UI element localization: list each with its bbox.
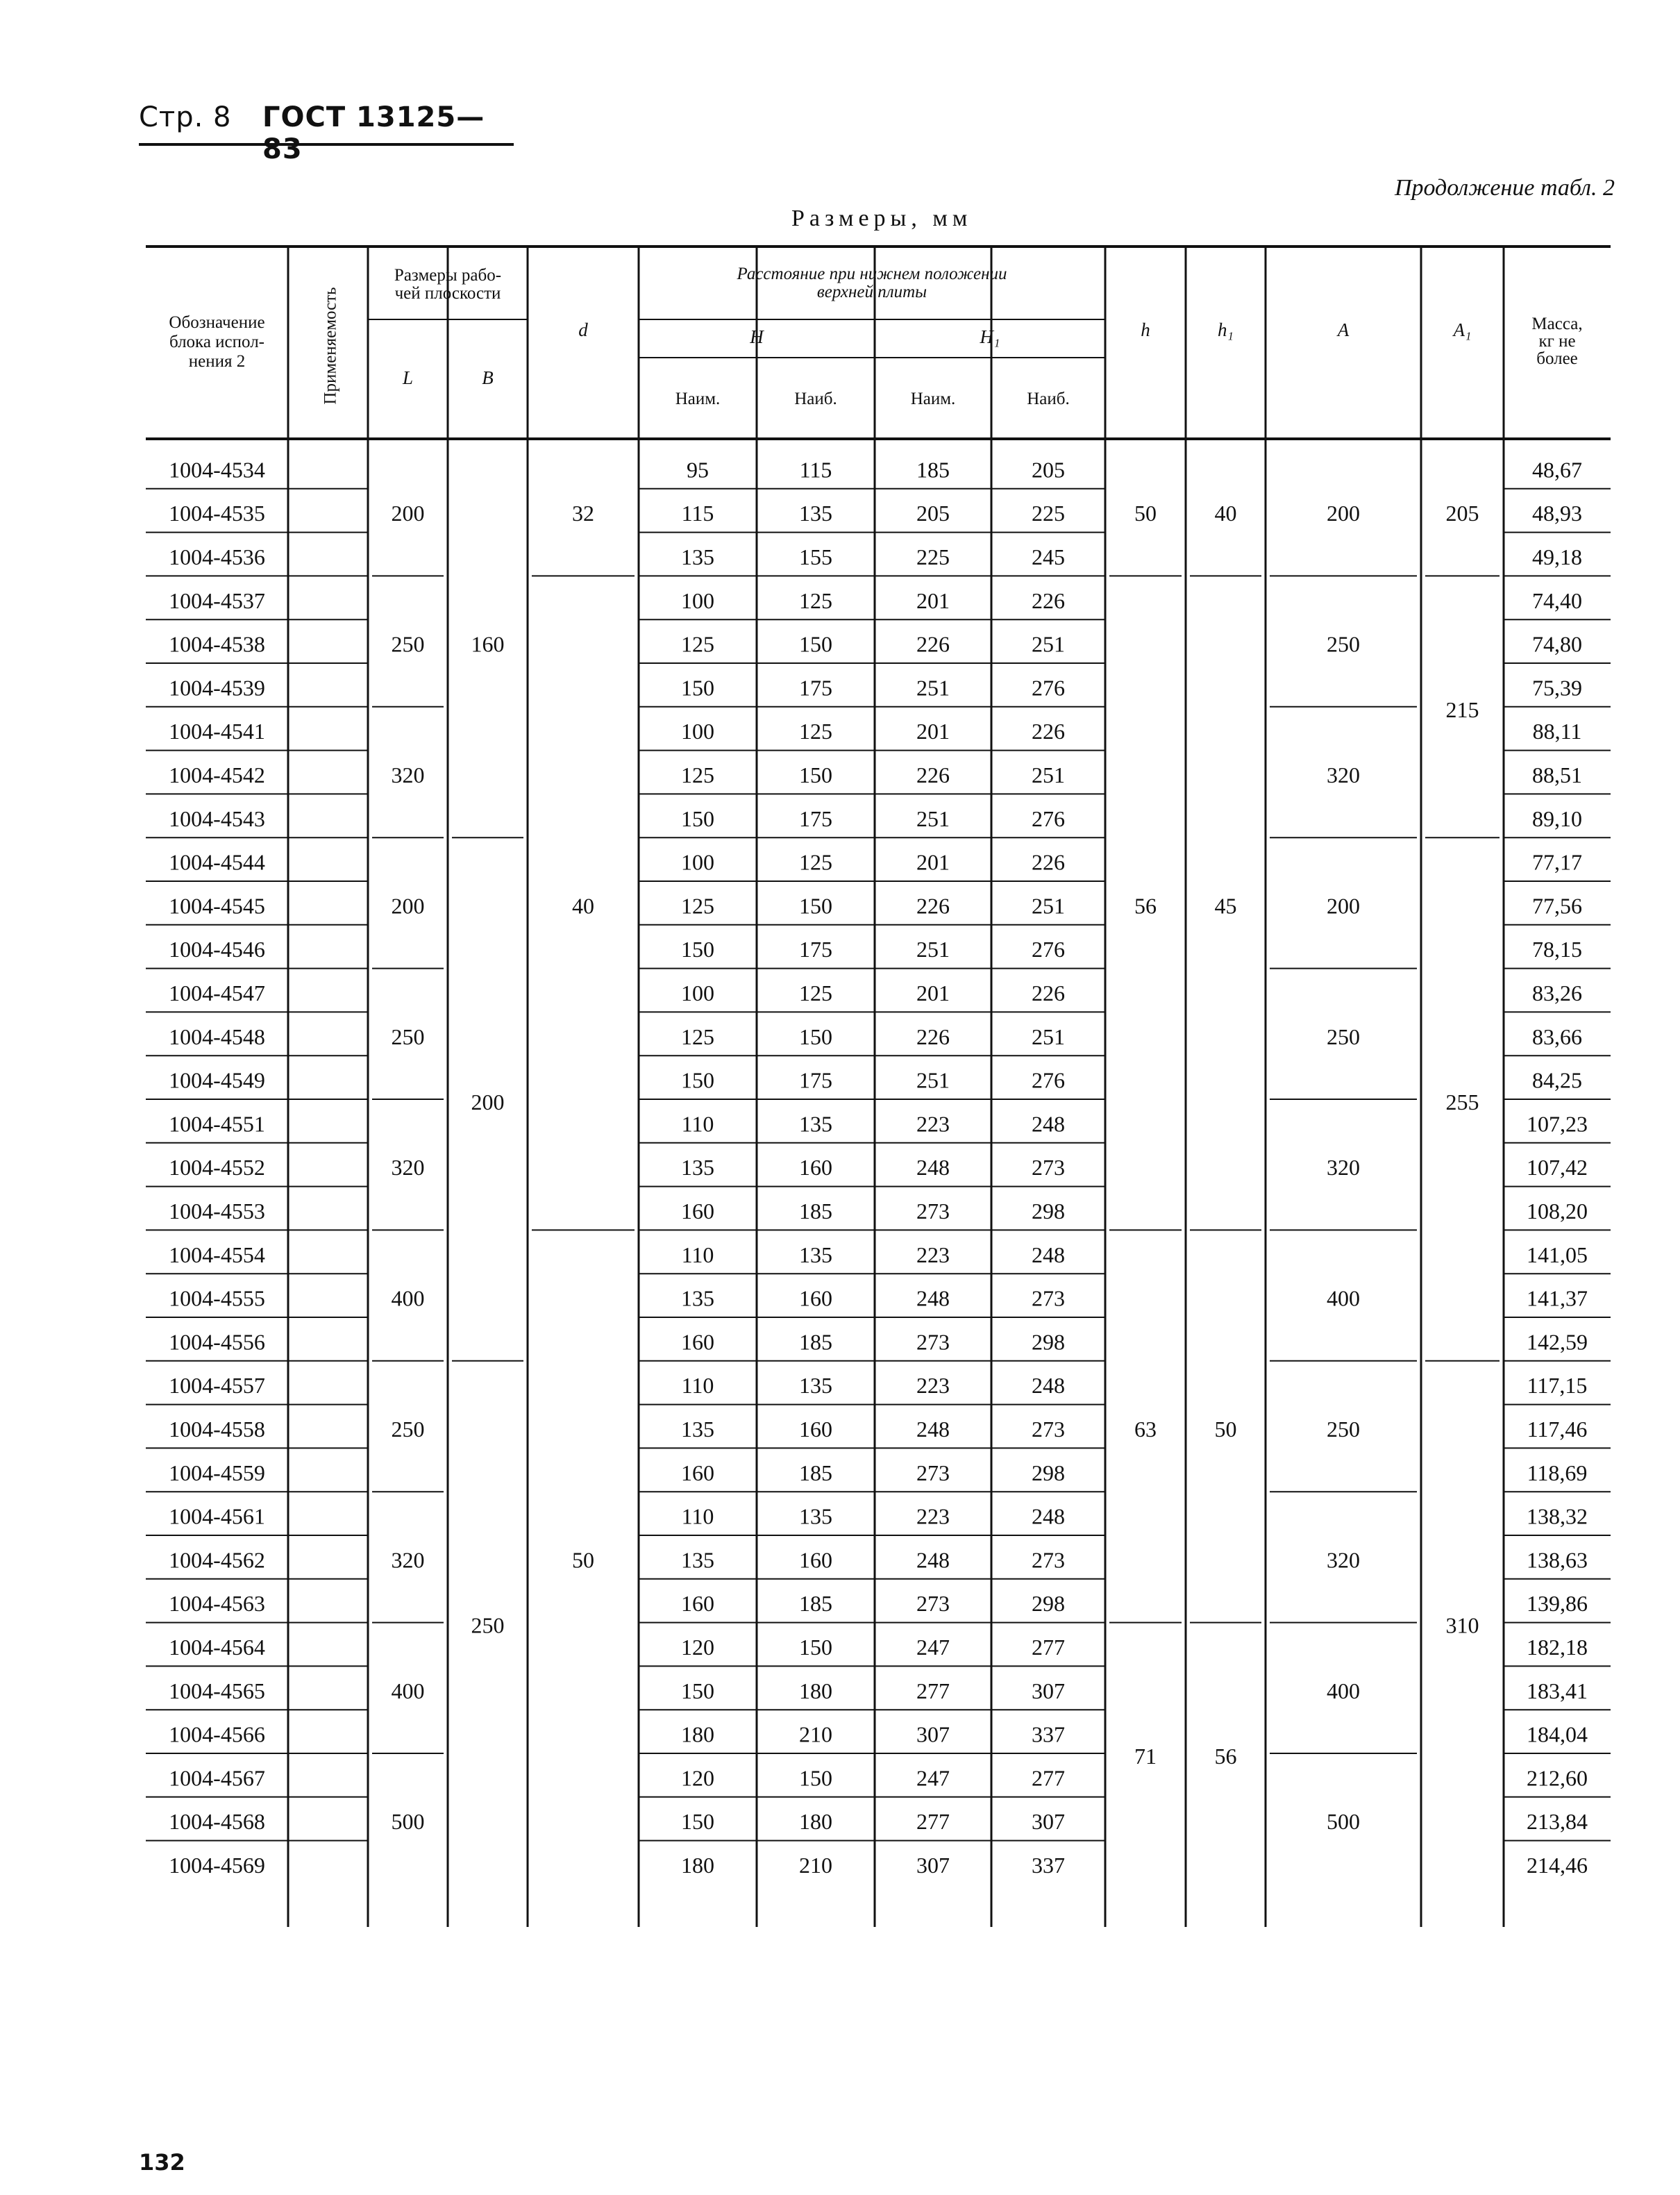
row-designation: 1004-4548: [169, 1024, 265, 1049]
header-distance: Расстояние при нижнем положении: [737, 265, 1007, 283]
merged-L: 400: [391, 1285, 425, 1311]
cell-H1-min: 251: [916, 675, 950, 701]
merged-A: 400: [1327, 1285, 1360, 1311]
row-designation: 1004-4541: [169, 719, 265, 744]
cell-mass: 107,23: [1527, 1111, 1588, 1137]
header-distance: верхней плиты: [816, 283, 927, 301]
cell-H-min: 110: [681, 1242, 714, 1267]
cell-H1-min: 251: [916, 806, 950, 831]
merged-h: 50: [1134, 501, 1157, 526]
header-designation: блока испол-: [169, 333, 265, 351]
cell-H1-max: 248: [1032, 1503, 1065, 1529]
table-continuation-note: Продолжение табл. 2: [1394, 175, 1615, 201]
cell-H1-max: 298: [1032, 1591, 1065, 1617]
cell-H-max: 135: [799, 1111, 832, 1137]
cell-H1-max: 337: [1032, 1721, 1065, 1747]
cell-mass: 117,15: [1527, 1373, 1588, 1399]
cell-H-max: 175: [799, 675, 832, 701]
cell-mass: 77,17: [1532, 849, 1582, 875]
merged-L: 320: [391, 1547, 425, 1573]
row-designation: 1004-4534: [169, 457, 265, 483]
cell-mass: 84,25: [1532, 1067, 1582, 1093]
cell-H1-max: 276: [1032, 1067, 1065, 1093]
cell-mass: 212,60: [1527, 1765, 1588, 1791]
cell-H1-max: 226: [1032, 980, 1065, 1005]
cell-H1-max: 277: [1032, 1635, 1065, 1660]
cell-H1-max: 248: [1032, 1111, 1065, 1137]
cell-mass: 118,69: [1527, 1460, 1588, 1485]
merged-L: 200: [391, 501, 425, 526]
merged-A: 250: [1327, 631, 1360, 657]
merged-A1: 310: [1445, 1612, 1479, 1638]
cell-H-max: 185: [799, 1591, 832, 1617]
merged-A: 320: [1327, 1155, 1360, 1180]
header-B: B: [482, 367, 494, 388]
header-work-plane: чей плоскости: [394, 284, 501, 303]
cell-H-min: 125: [681, 1024, 714, 1049]
cell-H-max: 150: [799, 893, 832, 919]
header-work-plane: Размеры рабо-: [394, 266, 502, 285]
merged-L: 320: [391, 762, 425, 787]
cell-H1-max: 226: [1032, 849, 1065, 875]
cell-H1-max: 245: [1032, 544, 1065, 569]
cell-H-min: 150: [681, 675, 714, 701]
cell-H-min: 160: [681, 1329, 714, 1355]
row-designation: 1004-4559: [169, 1460, 265, 1485]
row-designation: 1004-4562: [169, 1547, 265, 1573]
merged-h1: 45: [1214, 893, 1237, 919]
cell-H-max: 150: [799, 631, 832, 657]
row-designation: 1004-4561: [169, 1503, 265, 1529]
cell-H1-max: 276: [1032, 806, 1065, 831]
page-number: 132: [139, 2149, 185, 2176]
cell-mass: 74,40: [1532, 587, 1582, 613]
cell-H-min: 125: [681, 893, 714, 919]
header-designation: нения 2: [188, 352, 246, 371]
merged-A: 400: [1327, 1678, 1360, 1703]
merged-d: 32: [572, 501, 594, 526]
row-designation: 1004-4553: [169, 1199, 265, 1224]
cell-H-max: 160: [799, 1417, 832, 1442]
merged-B: 250: [471, 1612, 505, 1638]
cell-H-min: 125: [681, 762, 714, 787]
cell-mass: 117,46: [1527, 1417, 1588, 1442]
merged-L: 320: [391, 1155, 425, 1180]
cell-H-max: 185: [799, 1199, 832, 1224]
cell-H-min: 115: [681, 501, 714, 526]
cell-H-max: 155: [799, 544, 832, 569]
cell-H1-min: 248: [916, 1417, 950, 1442]
header-H: H: [750, 326, 764, 347]
merged-A: 320: [1327, 762, 1360, 787]
cell-H-min: 120: [681, 1635, 714, 1660]
cell-H1-min: 201: [916, 980, 950, 1005]
cell-H1-min: 247: [916, 1635, 950, 1660]
cell-mass: 74,80: [1532, 631, 1582, 657]
standard-code: ГОСТ 13125—83: [262, 101, 485, 165]
cell-H1-max: 276: [1032, 937, 1065, 962]
row-designation: 1004-4549: [169, 1067, 265, 1093]
header-L: L: [402, 367, 414, 388]
cell-mass: 88,11: [1532, 719, 1582, 744]
cell-H-min: 180: [681, 1853, 714, 1878]
cell-H1-min: 201: [916, 719, 950, 744]
row-designation: 1004-4554: [169, 1242, 265, 1267]
cell-H1-max: 277: [1032, 1765, 1065, 1791]
merged-A1: 255: [1445, 1090, 1479, 1115]
cell-H1-max: 251: [1032, 893, 1065, 919]
cell-H1-min: 277: [916, 1678, 950, 1703]
page-label: Стр. 8: [139, 101, 232, 133]
merged-L: 250: [391, 1417, 425, 1442]
merged-A: 320: [1327, 1547, 1360, 1573]
row-designation: 1004-4543: [169, 806, 265, 831]
row-designation: 1004-4546: [169, 937, 265, 962]
row-designation: 1004-4558: [169, 1417, 265, 1442]
row-designation: 1004-4544: [169, 849, 265, 875]
cell-H-min: 150: [681, 1067, 714, 1093]
merged-L: 200: [391, 893, 425, 919]
cell-H-max: 125: [799, 719, 832, 744]
cell-H1-min: 201: [916, 849, 950, 875]
merged-L: 250: [391, 631, 425, 657]
cell-H1-max: 298: [1032, 1460, 1065, 1485]
merged-L: 400: [391, 1678, 425, 1703]
cell-H1-max: 298: [1032, 1199, 1065, 1224]
cell-H1-min: 226: [916, 893, 950, 919]
row-designation: 1004-4552: [169, 1155, 265, 1180]
cell-H-min: 135: [681, 1547, 714, 1573]
merged-B: 160: [471, 631, 505, 657]
cell-mass: 138,32: [1527, 1503, 1588, 1529]
cell-H1-min: 307: [916, 1721, 950, 1747]
cell-H1-max: 251: [1032, 1024, 1065, 1049]
cell-H-max: 150: [799, 762, 832, 787]
row-designation: 1004-4555: [169, 1285, 265, 1311]
cell-H-min: 110: [681, 1111, 714, 1137]
cell-H1-min: 251: [916, 1067, 950, 1093]
cell-mass: 89,10: [1532, 806, 1582, 831]
row-designation: 1004-4556: [169, 1329, 265, 1355]
cell-H1-max: 226: [1032, 587, 1065, 613]
cell-H-max: 135: [799, 501, 832, 526]
cell-mass: 142,59: [1527, 1329, 1588, 1355]
cell-H-max: 175: [799, 806, 832, 831]
merged-h: 63: [1134, 1417, 1157, 1442]
cell-mass: 48,67: [1532, 457, 1582, 483]
cell-H-max: 125: [799, 587, 832, 613]
cell-H-min: 95: [687, 457, 709, 483]
merged-L: 500: [391, 1809, 425, 1835]
cell-H-min: 135: [681, 1417, 714, 1442]
row-designation: 1004-4538: [169, 631, 265, 657]
cell-mass: 83,26: [1532, 980, 1582, 1005]
cell-mass: 183,41: [1527, 1678, 1588, 1703]
header-mass: более: [1536, 349, 1578, 368]
row-designation: 1004-4563: [169, 1591, 265, 1617]
cell-H1-max: 337: [1032, 1853, 1065, 1878]
cell-H-max: 175: [799, 1067, 832, 1093]
row-designation: 1004-4539: [169, 675, 265, 701]
merged-A1: 215: [1445, 696, 1479, 722]
header-mass: кг не: [1538, 332, 1576, 351]
cell-H1-max: 251: [1032, 762, 1065, 787]
cell-H1-max: 248: [1032, 1242, 1065, 1267]
cell-H-max: 180: [799, 1809, 832, 1835]
header-h1: h₁: [1218, 319, 1234, 340]
merged-A: 200: [1327, 893, 1360, 919]
cell-mass: 139,86: [1527, 1591, 1588, 1617]
cell-H1-max: 273: [1032, 1547, 1065, 1573]
cell-H-min: 135: [681, 1285, 714, 1311]
merged-A1: 205: [1445, 501, 1479, 526]
row-designation: 1004-4557: [169, 1373, 265, 1399]
cell-H-min: 100: [681, 849, 714, 875]
row-designation: 1004-4566: [169, 1721, 265, 1747]
row-designation: 1004-4551: [169, 1111, 265, 1137]
cell-H-max: 175: [799, 937, 832, 962]
cell-H-max: 150: [799, 1635, 832, 1660]
cell-H1-min: 223: [916, 1503, 950, 1529]
cell-H1-min: 273: [916, 1329, 950, 1355]
row-designation: 1004-4565: [169, 1678, 265, 1703]
cell-mass: 138,63: [1527, 1547, 1588, 1573]
cell-H-max: 125: [799, 849, 832, 875]
cell-H-min: 160: [681, 1460, 714, 1485]
merged-d: 40: [572, 893, 594, 919]
cell-H1-min: 223: [916, 1111, 950, 1137]
cell-H-min: 110: [681, 1503, 714, 1529]
cell-H-max: 125: [799, 980, 832, 1005]
merged-h1: 40: [1214, 501, 1237, 526]
cell-H-max: 135: [799, 1503, 832, 1529]
cell-mass: 78,15: [1532, 937, 1582, 962]
cell-H1-max: 307: [1032, 1678, 1065, 1703]
header-designation: Обозначение: [169, 313, 265, 332]
cell-H-min: 135: [681, 544, 714, 569]
cell-H1-min: 223: [916, 1373, 950, 1399]
cell-H-max: 185: [799, 1329, 832, 1355]
merged-h: 56: [1134, 893, 1157, 919]
cell-H-max: 185: [799, 1460, 832, 1485]
header-H1: H₁: [980, 326, 1000, 347]
cell-H-max: 150: [799, 1024, 832, 1049]
cell-mass: 184,04: [1527, 1721, 1588, 1747]
cell-H1-min: 248: [916, 1547, 950, 1573]
merged-h1: 50: [1214, 1417, 1237, 1442]
cell-H-min: 100: [681, 980, 714, 1005]
cell-H-max: 160: [799, 1547, 832, 1573]
header-A1: A₁: [1453, 319, 1472, 340]
header-max: Наиб.: [794, 390, 837, 408]
row-designation: 1004-4542: [169, 762, 265, 787]
header-A: A: [1337, 319, 1350, 340]
cell-H1-max: 273: [1032, 1417, 1065, 1442]
header-d: d: [578, 319, 588, 340]
row-designation: 1004-4564: [169, 1635, 265, 1660]
cell-H1-min: 247: [916, 1765, 950, 1791]
cell-H-min: 150: [681, 937, 714, 962]
row-designation: 1004-4536: [169, 544, 265, 569]
header-min: Наим.: [675, 390, 721, 408]
cell-H-min: 120: [681, 1765, 714, 1791]
header-h: h: [1141, 319, 1150, 340]
cell-H-min: 100: [681, 587, 714, 613]
cell-H1-min: 307: [916, 1853, 950, 1878]
cell-H1-max: 273: [1032, 1155, 1065, 1180]
cell-H1-min: 226: [916, 631, 950, 657]
cell-H-min: 150: [681, 1809, 714, 1835]
cell-mass: 49,18: [1532, 544, 1582, 569]
cell-H1-min: 273: [916, 1591, 950, 1617]
merged-B: 200: [471, 1090, 505, 1115]
cell-H-max: 135: [799, 1242, 832, 1267]
cell-mass: 213,84: [1527, 1809, 1588, 1835]
cell-H-max: 210: [799, 1853, 832, 1878]
cell-H-min: 110: [681, 1373, 714, 1399]
cell-H1-min: 273: [916, 1199, 950, 1224]
cell-H1-min: 277: [916, 1809, 950, 1835]
cell-H1-min: 205: [916, 501, 950, 526]
cell-H1-max: 205: [1032, 457, 1065, 483]
cell-H1-min: 185: [916, 457, 950, 483]
cell-H1-max: 251: [1032, 631, 1065, 657]
header-applicability: Применяемость: [321, 287, 340, 405]
cell-H1-max: 226: [1032, 719, 1065, 744]
merged-h1: 56: [1214, 1744, 1237, 1769]
cell-H1-min: 201: [916, 587, 950, 613]
cell-H-min: 125: [681, 631, 714, 657]
cell-H-min: 160: [681, 1199, 714, 1224]
cell-H1-min: 226: [916, 1024, 950, 1049]
row-designation: 1004-4547: [169, 980, 265, 1005]
row-designation: 1004-4568: [169, 1809, 265, 1835]
cell-H1-min: 273: [916, 1460, 950, 1485]
header-mass: Масса,: [1531, 315, 1583, 333]
cell-H-max: 160: [799, 1155, 832, 1180]
row-designation: 1004-4537: [169, 587, 265, 613]
merged-L: 250: [391, 1024, 425, 1049]
row-designation: 1004-4567: [169, 1765, 265, 1791]
cell-H1-max: 248: [1032, 1373, 1065, 1399]
cell-mass: 141,05: [1527, 1242, 1588, 1267]
cell-H-min: 150: [681, 806, 714, 831]
row-designation: 1004-4569: [169, 1853, 265, 1878]
cell-H-min: 180: [681, 1721, 714, 1747]
merged-A: 500: [1327, 1809, 1360, 1835]
cell-H1-max: 225: [1032, 501, 1065, 526]
row-designation: 1004-4545: [169, 893, 265, 919]
cell-H-min: 160: [681, 1591, 714, 1617]
cell-H-max: 115: [799, 457, 832, 483]
cell-H-max: 135: [799, 1373, 832, 1399]
cell-H-max: 210: [799, 1721, 832, 1747]
header-min: Наим.: [910, 390, 956, 408]
cell-H-min: 135: [681, 1155, 714, 1180]
cell-mass: 77,56: [1532, 893, 1582, 919]
cell-H1-max: 276: [1032, 675, 1065, 701]
cell-H1-max: 273: [1032, 1285, 1065, 1311]
row-designation: 1004-4535: [169, 501, 265, 526]
cell-H1-min: 251: [916, 937, 950, 962]
cell-H-min: 100: [681, 719, 714, 744]
cell-mass: 141,37: [1527, 1285, 1588, 1311]
cell-H1-max: 307: [1032, 1809, 1065, 1835]
cell-H1-min: 225: [916, 544, 950, 569]
cell-mass: 88,51: [1532, 762, 1582, 787]
table-units: Размеры, мм: [791, 206, 973, 231]
merged-A: 250: [1327, 1417, 1360, 1442]
cell-H1-min: 226: [916, 762, 950, 787]
cell-mass: 214,46: [1527, 1853, 1588, 1878]
cell-mass: 182,18: [1527, 1635, 1588, 1660]
merged-d: 50: [572, 1547, 594, 1573]
cell-H-max: 180: [799, 1678, 832, 1703]
cell-H1-max: 298: [1032, 1329, 1065, 1355]
cell-H1-min: 248: [916, 1155, 950, 1180]
cell-mass: 108,20: [1527, 1199, 1588, 1224]
cell-mass: 48,93: [1532, 501, 1582, 526]
cell-H-max: 160: [799, 1285, 832, 1311]
cell-H1-min: 223: [916, 1242, 950, 1267]
cell-mass: 75,39: [1532, 675, 1582, 701]
merged-A: 200: [1327, 501, 1360, 526]
cell-mass: 107,42: [1527, 1155, 1588, 1180]
cell-H-max: 150: [799, 1765, 832, 1791]
merged-h: 71: [1134, 1744, 1157, 1769]
cell-mass: 83,66: [1532, 1024, 1582, 1049]
cell-H1-min: 248: [916, 1285, 950, 1311]
cell-H-min: 150: [681, 1678, 714, 1703]
merged-A: 250: [1327, 1024, 1360, 1049]
header-max: Наиб.: [1027, 390, 1070, 408]
